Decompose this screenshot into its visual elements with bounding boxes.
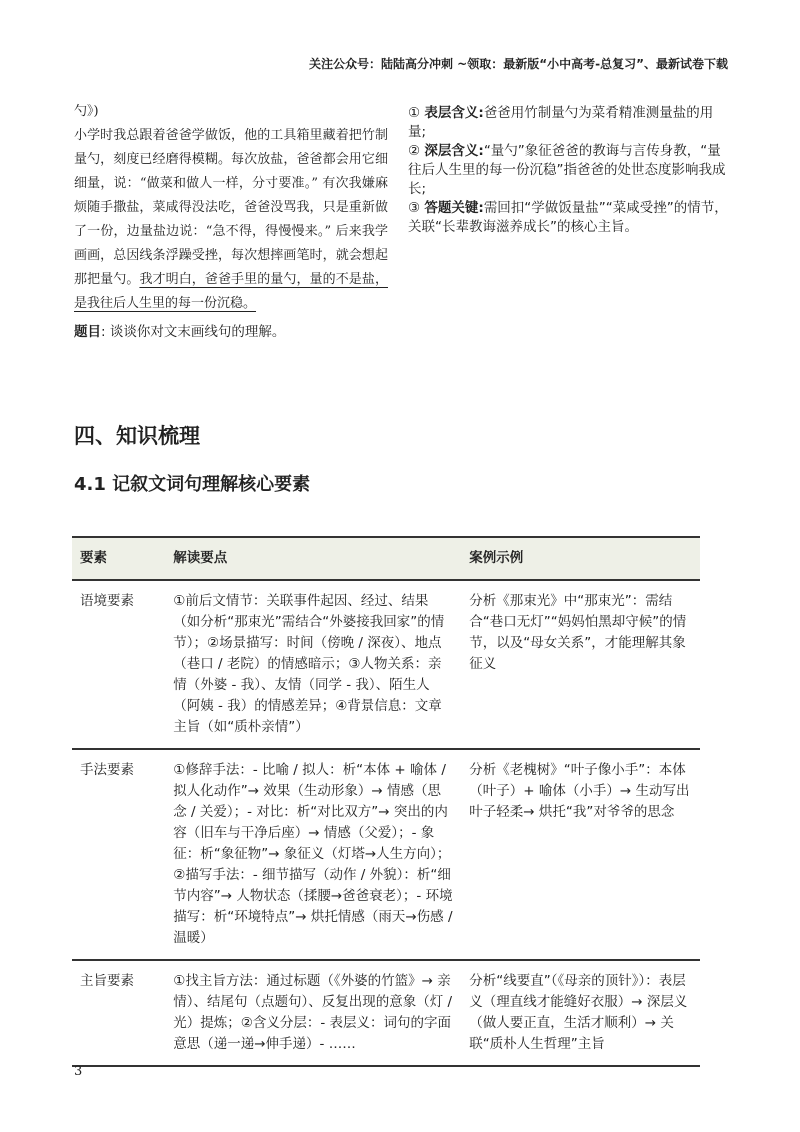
example-cell: 分析《那束光》中“那束光”：需结合“巷口无灯”“妈妈怕黑却守候”的情节，以及“母女关系”，才能理解其象征义 bbox=[461, 580, 700, 749]
answer-label: 答题关键: bbox=[424, 200, 484, 216]
question bbox=[74, 320, 388, 340]
answer-num: ③ bbox=[408, 200, 421, 216]
passage-lead: 勺》) bbox=[74, 104, 99, 119]
points-cell: ①找主旨方法：通过标题（《外婆的竹篮》→ 亲情）、结尾句（点题句）、反复出现的意象（灯 / 光）提炼；②含义分层：- 表层义：词句的字面意思（递一递→伸手递）- …… bbox=[165, 960, 461, 1066]
subsection-title: 4.1 记叙文词句理解核心要素 bbox=[74, 474, 311, 495]
page-header: 关注公众号：陆陆高分冲刺 ~领取：最新版“小中高考-总复习”、最新试卷下载 bbox=[309, 57, 728, 71]
table-header-cell: 要素 bbox=[72, 537, 165, 580]
element-cell: 语境要素 bbox=[72, 580, 165, 749]
passage bbox=[74, 100, 388, 316]
knowledge-table bbox=[72, 536, 700, 1067]
question-label: 题目 bbox=[74, 324, 101, 340]
table-header-cell: 案例示例 bbox=[461, 537, 700, 580]
points-cell: ①修辞手法：- 比喻 / 拟人：析“本体 + 喻体 / 拟人化动作”→ 效果（生动形象）→ 情感（思念 / 关爱）；- 对比：析“对比双方”→ 突出的内容（旧车与干净后座）→ 情感（父爱）；- 象征：析“象征物”→ 象征义（灯塔→人生方向）；②描写手法：- 细节描写（动作 / 外貌）：析“细节内容”→ 人物状态（揉腰→爸爸衰老）；- 环境描写：析“环境特点”→ 烘托情感（雨天→伤感 / 温暖） bbox=[165, 749, 461, 960]
answer-item bbox=[408, 104, 730, 142]
section-title: 四、知识梳理 bbox=[74, 424, 200, 448]
page-number: 3 bbox=[74, 1064, 83, 1079]
example-cell: 分析《老槐树》“叶子像小手”：本体（叶子）+ 喻体（小手）→ 生动写出叶子轻柔→ 烘托“我”对爷爷的思念 bbox=[461, 749, 700, 960]
table-row bbox=[72, 960, 700, 1066]
answer-num: ② bbox=[408, 143, 421, 159]
answer-text: “量勺”象征爸爸的教诲与言传身教，“量往后人生里的每一份沉稳”指爸爸的处世态度影响我成长; bbox=[408, 143, 726, 197]
answer-num: ① bbox=[408, 105, 421, 121]
passage-column bbox=[74, 100, 388, 340]
question-text: : 谈谈你对文末画线句的理解。 bbox=[101, 324, 286, 340]
answer-item bbox=[408, 142, 730, 199]
points-cell: ①前后文情节：关联事件起因、经过、结果（如分析“那束光”需结合“外婆接我回家”的情节）；②场景描写：时间（傍晚 / 深夜）、地点（巷口 / 老院）的情感暗示；③人物关系：亲情（外婆 - 我）、友情（同学 - 我）、陌生人（阿姨 - 我）的情感差异；④背景信息：文章主旨（如“质朴亲情”） bbox=[165, 580, 461, 749]
answer-text: 需回扣“学做饭量盐”“菜咸受挫”的情节，关联“长辈教诲滋养成长”的核心主旨。 bbox=[408, 200, 728, 235]
answer-item bbox=[408, 199, 730, 237]
element-cell: 主旨要素 bbox=[72, 960, 165, 1066]
table-header-cell: 解读要点 bbox=[165, 537, 461, 580]
table-row bbox=[72, 580, 700, 749]
example-cell: 分析“线要直”（《母亲的顶针》）：表层义（理直线才能缝好衣服）→ 深层义（做人要正直，生活才顺利）→ 关联“质朴人生哲理”主旨 bbox=[461, 960, 700, 1066]
passage-body-text: 小学时我总跟着爸爸学做饭，他的工具箱里藏着把竹制量勺，刻度已经磨得模糊。每次放盐，爸爸都会用它细细量，说：“做菜和做人一样，分寸要准。” 有次我嫌麻烦随手撒盐，菜咸得没法吃，爸爸没骂我，只是重新做了一份，边量盐边说：“急不得，得慢慢来。” 后来我学画画，总因线条浮躁受挫，每次想摔画笔时，就会想起那把量勺。 bbox=[74, 128, 388, 287]
table-row bbox=[72, 749, 700, 960]
answer-label: 表层含义: bbox=[424, 105, 484, 121]
answer-column bbox=[408, 104, 730, 237]
underlined-sentence: 我才明白，爸爸手里的量勺，量的不是盐，是我往后人生里的每一份沉稳。 bbox=[74, 272, 388, 311]
element-cell: 手法要素 bbox=[72, 749, 165, 960]
passage-body bbox=[74, 124, 388, 316]
answer-label: 深层含义: bbox=[424, 143, 484, 159]
table-header-row bbox=[72, 537, 700, 580]
answer-text: 爸爸用竹制量勺为菜肴精准测量盐的用量; bbox=[408, 105, 714, 140]
